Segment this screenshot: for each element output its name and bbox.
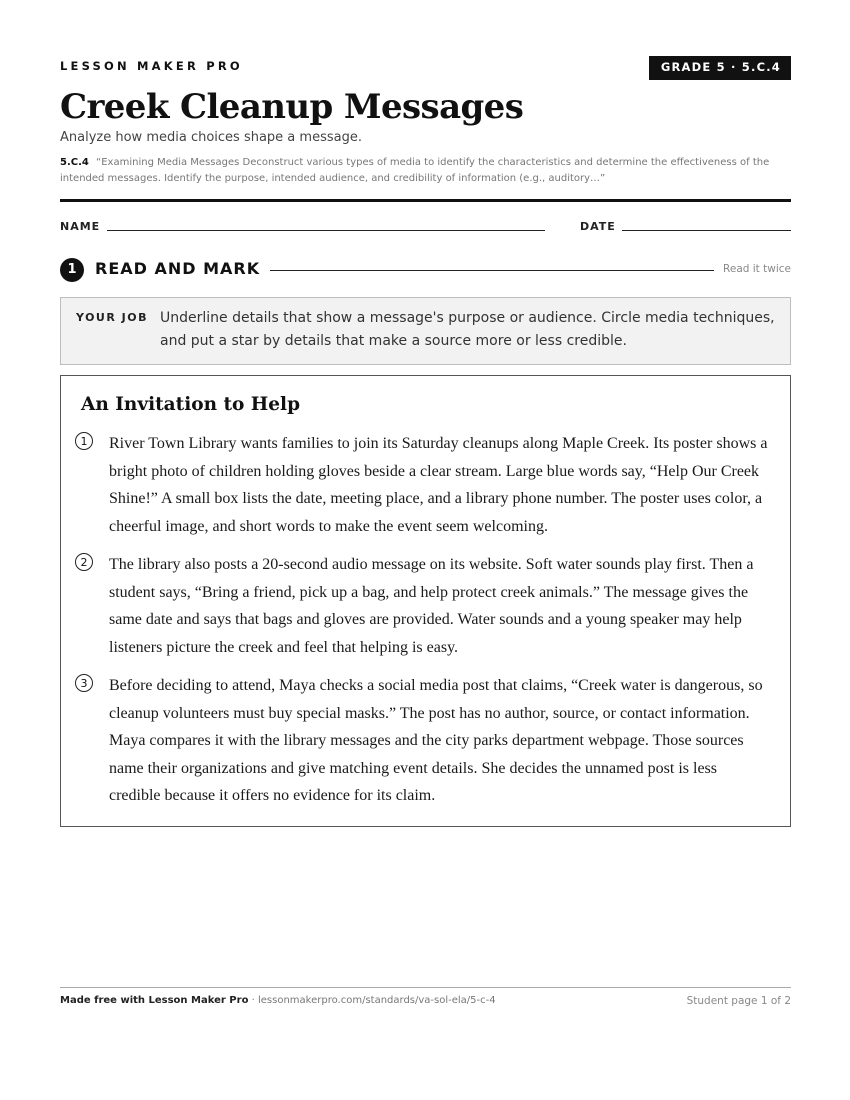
standard-description <box>60 155 791 187</box>
footer-divider <box>60 987 791 988</box>
section-header <box>60 256 791 284</box>
footer-separator: · <box>251 995 258 1006</box>
section-divider <box>270 270 714 271</box>
paragraph-text: Before deciding to attend, Maya checks a social media post that claims, “Creek water is dangerous, so cleanup volunteers must buy special masks.” The post has no author, source, or contact information. Maya compares it with the library messages and the city parks department webpage. Those sources name their organizations and give matching event details. She decides the unnamed post is less credible because it offers no evidence for its claim. <box>109 677 763 804</box>
date-label: DATE <box>580 220 616 233</box>
paragraph-text: The library also posts a 20-second audio message on its website. Soft water sounds play first. Then a student says, “Bring a friend, pick up a bag, and help protect creek animals.” The message gives the same date and says that bags and gloves are provided. Water sounds and a young speaker may help listeners picture the creek and feel that helping is easy. <box>109 556 754 656</box>
section-title: READ AND MARK <box>95 259 261 278</box>
header-divider <box>60 199 791 202</box>
date-field[interactable] <box>622 230 791 231</box>
standard-code: 5.C.4 <box>60 157 89 168</box>
instructions-label: YOUR JOB <box>76 311 148 324</box>
grade-badge: GRADE 5 · 5.C.4 <box>649 56 791 80</box>
paragraph-number: 2 <box>75 553 93 571</box>
page-title: Creek Cleanup Messages <box>60 87 524 127</box>
footer-credit <box>60 995 496 1006</box>
footer-link[interactable]: lessonmakerpro.com/standards/va-sol-ela/5-c-4 <box>257 995 496 1006</box>
passage-title: An Invitation to Help <box>81 394 301 415</box>
paragraph-number: 1 <box>75 432 93 450</box>
standard-text: “Examining Media Messages Deconstruct various types of media to identify the characteristics and determine the effectiveness of the intended messages. Identify the purpose, intended audience, and credibility of information (e.g., auditory…” <box>60 157 770 184</box>
instructions-text: Underline details that show a message's purpose or audience. Circle media techniques, and put a star by details that make a source more or less credible. <box>160 310 775 349</box>
instructions-box <box>60 297 791 365</box>
section-note: Read it twice <box>723 263 791 275</box>
paragraph-number: 3 <box>75 674 93 692</box>
footer-made-with: Made free with Lesson Maker Pro <box>60 995 249 1006</box>
page-subtitle: Analyze how media choices shape a message. <box>60 130 362 145</box>
name-field[interactable] <box>107 230 545 231</box>
brand-name: LESSON MAKER PRO <box>60 59 243 73</box>
top-bar <box>60 56 791 80</box>
worksheet-page <box>60 0 791 1100</box>
section-number-badge: 1 <box>60 258 84 282</box>
paragraph-text: River Town Library wants families to join its Saturday cleanups along Maple Creek. Its poster shows a bright photo of children holding gloves beside a clear stream. Large blue words say, “Help Our Creek Shine!” A small box lists the date, meeting place, and a library phone number. The poster uses color, a cheerful image, and short words to make the event seem welcoming. <box>109 435 768 535</box>
name-label: NAME <box>60 220 101 233</box>
name-date-row <box>60 218 791 238</box>
reading-passage <box>60 375 791 827</box>
page-number: Student page 1 of 2 <box>686 995 791 1007</box>
